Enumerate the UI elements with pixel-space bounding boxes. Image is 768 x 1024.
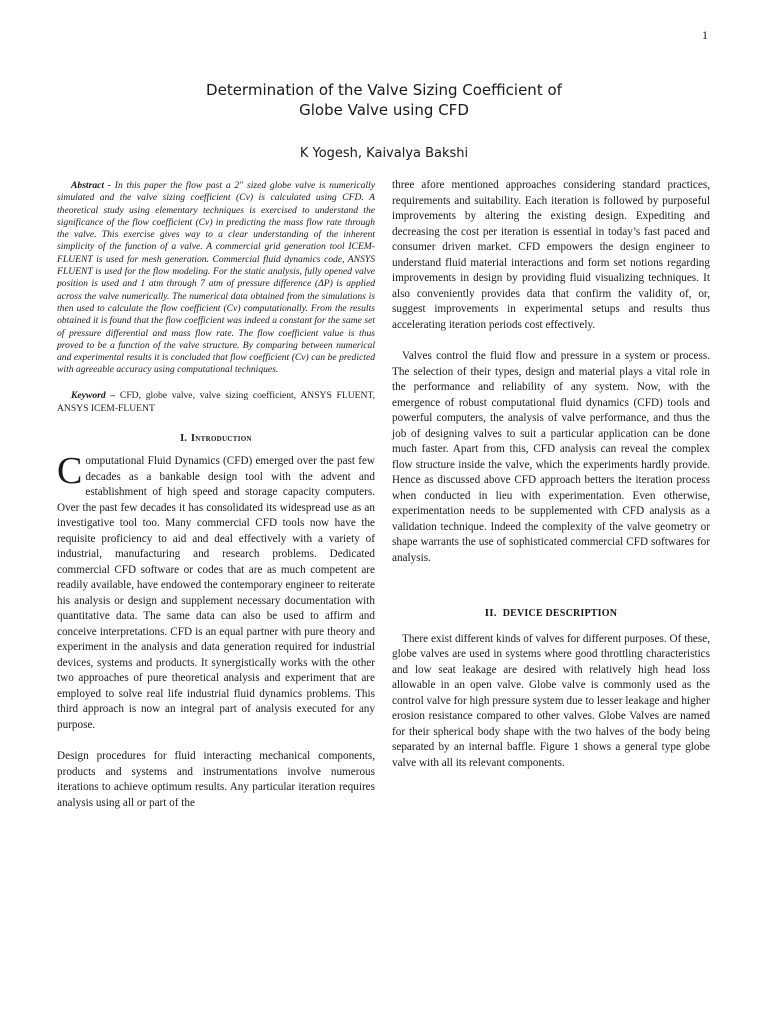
section-heading-introduction (57, 431, 375, 447)
abstract-label: Abstract - (71, 180, 112, 191)
authors: K Yogesh, Kaivalya Bakshi (299, 146, 469, 161)
section-title: Introduction (190, 432, 252, 444)
section-number: I. (180, 432, 187, 444)
title-line-1: Determination of the Valve Sizing Coefficient of (206, 81, 562, 99)
left-column (57, 178, 375, 811)
drop-cap: C (57, 450, 83, 493)
section-heading-device-description (392, 606, 710, 622)
right-paragraph-1: three afore mentioned approaches considering standard practices, requirements and suitability. Each iteration is followed by purposeful improvements by altering the existing design. Expediting and decreasing the cost per iteration is essential in today’s fast paced and consumer driven market. CFD empowers the design engineer to understand fluid material interactions and form set notions regarding improvements in design by providing fluid visualizing techniques. It also conveniently provides data that confirm the validity of, or, suggest improvements in experimental setups and results thus accelerating iteration periods cost effectively. (392, 179, 710, 331)
section-number: II. (484, 607, 497, 619)
right-paragraph-2: Valves control the fluid flow and pressure in a system or process. The selection of their types, design and material plays a vital role in the performance and reliability of any system. Now, with the emergence of robust computational fluid dynamics (CFD) tools and powerful computers, the analysis of valve performance, and thus the job of designing valves to suit a particular application can be done much faster. Apart from this, CFD analysis can reveal the complex flow structure inside the valve, which the experiments hardly provide. Hence as discussed above CFD approach betters the iteration process when conducted in lieu with experimentation. Even otherwise, experimentation needs to be supplemented with CFD analysis as a validation technique. Indeed the complexity of the valve geometry or shape warrants the use of sophisticated commercial CFD softwares for analysis. (392, 350, 710, 564)
device-paragraph-1: There exist different kinds of valves for different purposes. Of these, globe valves are used in systems where good throttling characteristics and low seat leakage are desired with relatively high head loss allowable in an open valve. Globe valve is commonly used as the control valve for high pressure system due to lesser leakage and higher erosion resistance compared to other valves. Globe Valves are named for their spherical body shape with the two halves of the body being separated by an internal baffle. Figure 1 shows a general type globe valve with all its relevant components. (392, 632, 710, 769)
keyword-text: CFD, globe valve, valve sizing coefficient, ANSYS FLUENT, ANSYS ICEM-FLUENT (57, 389, 375, 414)
abstract-text: In this paper the flow past a 2" sized globe valve is numerically simulated and the valve sizing coefficient (Cv) is calculated using CFD. A theoretical study using elementary techniques is exercised to understand the significance of the flow coefficient (Cv) in predicting the mass flow rate through the valve. This exercise gives way to a clear understanding of the inherent simplicity of the function of a valve. A commercial grid generation tool ICEM-FLUENT is used for mesh generation. Commercial fluid dynamics code, ANSYS FLUENT is used for the flow modeling. For the static analysis, fully opened valve position is used and 1 atm through 7 atm of pressure difference (ΔP) is applied across the valve numerically. The numerical data obtained from the simulations is then used to calculate the flow coefficient (Cv) computationally. From the results obtained it is found that the flow coefficient was indeed a constant for the same set of pressure differential and mass flow rate. The flow coefficient value is thus proved to be a function of the valve structure. By comparing between numerical and experimental results it is concluded that flow coefficient (Cv) can be predicted with agreeable accuracy using computational techniques. (57, 180, 375, 376)
keywords (57, 389, 375, 415)
intro-paragraph-1-text: omputational Fluid Dynamics (CFD) emerged over the past few decades as a bankable design tool with the advent and establishment of high speed and storage capacity computers. Over the past few decades it has consolidated its widespread use as an investigative tool too. Many commercial CFD tools now have the requisite proficiency to aid and deal effectively with a variety of industrial, manufacturing and research problems. Dedicated commercial CFD software or codes that are as much competent are readily available, have endowed the contemporary engineer to reiterate his analysis or design and supplement necessary documentation with quantitative data. The same data can also be used to affirm and conceive interpretations. CFD is an equal partner with pure theory and experiment in the analysis and data generation required for industrial devices, systems and products. It synergistically works with the other two approaches of pure theoretical analysis and experiment that are employed to solve real life industrial fluid dynamics problems. This third approach is now an integral part of analysis executed for any purpose. (57, 455, 375, 731)
page-number: 1 (702, 28, 708, 42)
right-column (392, 178, 710, 771)
intro-paragraph-2: Design procedures for fluid interacting mechanical components, products and systems and instrumentations involve numerous iterations to achieve optimum results. Any particular iteration requires analysis using all or part of the (57, 750, 375, 809)
abstract (57, 180, 375, 377)
intro-paragraph-1 (57, 450, 375, 733)
paper-title (0, 80, 768, 120)
keyword-label: Keyword – (71, 389, 116, 401)
title-line-2: Globe Valve using CFD (299, 101, 469, 119)
section-title: DEVICE DESCRIPTION (502, 608, 618, 619)
